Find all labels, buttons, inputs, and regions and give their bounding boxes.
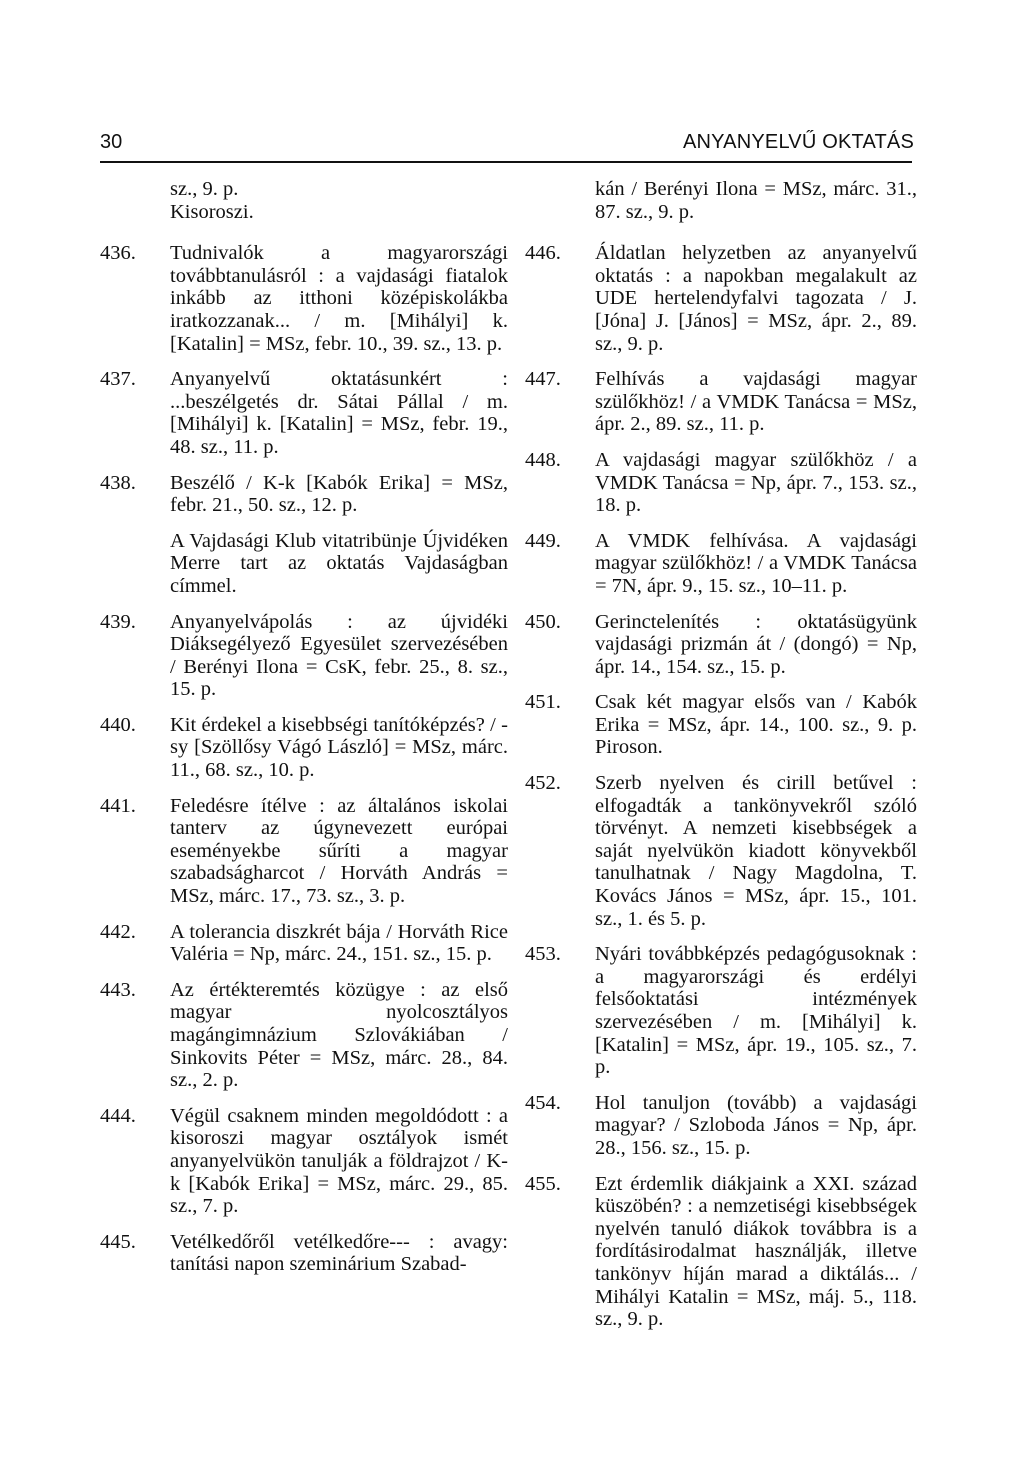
entry-number: 442. [100, 920, 136, 943]
entry-number: 443. [100, 978, 136, 1001]
bib-entry-445 [100, 1231, 508, 1276]
entry-text: Áldatlan helyzetben az anyanyelvű oktatás : a napokban megalakult az UDE hertelendyfalvi tagozata / J. [Jóna] J. [János] = MSz, ápr. 2., 89. sz., 9. p. [595, 242, 917, 355]
entry-text: Hol tanuljon (tovább) a vajdasági magyar? / Szloboda János = Np, ápr. 28., 156. sz., 15. p. [595, 1091, 917, 1159]
right-column [525, 178, 917, 1344]
entry-number: 451. [525, 691, 561, 714]
entry-text: Felhívás a vajdasági magyar szülőkhöz! / a VMDK Tanácsa = MSz, ápr. 2., 89. sz., 11. p. [595, 368, 917, 436]
continuation-text-content: kán / Berényi Ilona = MSz, márc. 31., 87. sz., 9. p. [595, 178, 917, 223]
bib-entry-453 [525, 943, 917, 1079]
bib-entry-450 [525, 611, 917, 679]
entry-text: Gerinctelenítés : oktatásügyünk vajdasági prizmán át / (dongó) = Np, ápr. 14., 154. sz., 15. p. [595, 610, 917, 678]
bib-entry-451 [525, 691, 917, 759]
entry-number: 445. [100, 1230, 136, 1253]
entry-text: Beszélő / K-k [Kabók Erika] = MSz, febr. 21., 50. sz., 12. p. [170, 471, 508, 517]
bib-entry-442 [100, 921, 508, 966]
entry-text: Anyanyelvű oktatásunkért : ...beszélgetés dr. Sátai Pállal / m. [Mihályi] k. [Katalin] = MSz, febr. 19., 48. sz., 11. p. [170, 368, 508, 458]
entry-text: Tudnivalók a magyarországi továbbtanulásról : a vajdasági fiatalok inkább az itthoni középiskolákba iratkozzanak... / m. [Mihályi] k. [Katalin] = MSz, febr. 10., 39. sz., 13. p. [170, 242, 508, 355]
entry-text: A VMDK felhívása. A vajdasági magyar szülőkhöz! / a VMDK Tanácsa = 7N, ápr. 9., 15. sz., 10–11. p. [595, 529, 917, 597]
entry-number: 454. [525, 1091, 561, 1114]
entry-text: Anyanyelvápolás : az újvidéki Diáksegélyező Egyesület szervezésében / Berényi Ilona = CsK, febr. 25., 8. sz., 15. p. [170, 610, 508, 701]
bib-entry-441 [100, 795, 508, 908]
entry-text: Szerb nyelven és cirill betűvel : elfogadták a tankönyvekről szóló törvényt. A nemzeti kisebbségek a saját nyelvükön kiadott könyvekből tanulhatnak / Nagy Magdolna, T. Kovács János = MSz, ápr. 15., 101. sz., 1. és 5. p. [595, 772, 917, 930]
entry-number: 437. [100, 368, 136, 391]
entry-text: Nyári továbbképzés pedagógusoknak : a magyarországi és erdélyi felsőoktatási intézmények szervezésében / m. [Mihályi] k. [Katalin] = MSz, ápr. 19., 105. sz., 7. p. [595, 943, 917, 1079]
bib-entry-440 [100, 714, 508, 782]
entry-number: 452. [525, 772, 561, 795]
entry-text: A vajdasági magyar szülőkhöz / a VMDK Tanácsa = Np, ápr. 7., 153. sz., 18. p. [595, 448, 917, 517]
bib-entry-452 [525, 772, 917, 930]
entry-number: 448. [525, 448, 561, 471]
entry-text: Ezt érdemlik diákjaink a XXI. század küszöbén? : a nemzetiségi kisebbségek nyelvén tanuló diákok továbbra is a fordításirodalmat használják, illetve tankönyv híján marad a diktálás... / Mihályi Katalin = MSz, máj. 5., 118. sz., 9. p. [595, 1172, 917, 1331]
bib-entry-439 [100, 611, 508, 701]
entry-text: Vetélkedőről vetélkedőre--- : avagy: tanítási napon szeminárium Szabad- [170, 1230, 508, 1276]
entry-number: 440. [100, 713, 136, 736]
bib-entry-444 [100, 1105, 508, 1218]
header-rule [100, 161, 912, 163]
bib-entry-443 [100, 979, 508, 1092]
entry-number: 441. [100, 794, 136, 817]
running-head: ANYANYELVŰ OKTATÁS [682, 131, 914, 153]
bib-entry-448 [525, 449, 917, 517]
entry-number: 438. [100, 471, 136, 494]
bib-entry-436 [100, 242, 508, 355]
bib-entry-447 [525, 368, 917, 436]
entry-number: 450. [525, 610, 561, 633]
entry-number: 446. [525, 242, 561, 265]
entry-text: Feledésre ítélve : az általános iskolai tanterv az úgynevezett európai eseményekbe sűríti a magyar szabadságharcot / Horváth András = MSz, márc. 17., 73. sz., 3. p. [170, 794, 508, 908]
continuation-text [525, 178, 917, 223]
entry-text: Az értékteremtés közügye : az első magyar nyolcosztályos magángimnázium Szlovákiában / Sinkovits Péter = MSz, márc. 28., 84. sz., 2. p. [170, 978, 508, 1092]
entry-number: 455. [525, 1172, 561, 1195]
entry-number: 439. [100, 610, 136, 633]
entry-number: 449. [525, 529, 561, 552]
continuation-text-content: sz., 9. p. Kisoroszi. [170, 178, 254, 223]
entry-number: 447. [525, 368, 561, 391]
entry-number: 444. [100, 1104, 136, 1127]
bib-entry-454 [525, 1092, 917, 1160]
entry-number: 453. [525, 943, 561, 966]
entry-text: A tolerancia diszkrét bája / Horváth Rice Valéria = Np, márc. 24., 151. sz., 15. p. [170, 920, 508, 966]
entry-text: Csak két magyar elsős van / Kabók Erika = MSz, ápr. 14., 100. sz., 9. p. Piroson. [595, 691, 917, 759]
page-number: 30 [100, 131, 123, 153]
left-column [100, 178, 508, 1289]
bib-entry-449 [525, 530, 917, 598]
bib-entry-437 [100, 368, 508, 458]
entry-note-text: A Vajdasági Klub vitatribünje Újvidéken Merre tart az oktatás Vajdaságban címmel. [170, 529, 508, 597]
bib-entry-446 [525, 242, 917, 355]
entry-number: 436. [100, 242, 136, 265]
entry-text: Végül csaknem minden megoldódott : a kisoroszi magyar osztályok ismét anyanyelvükön tanulják a földrajzot / K-k [Kabók Erika] = MSz, márc. 29., 85. sz., 7. p. [170, 1104, 508, 1218]
bib-entry-438 [100, 472, 508, 517]
entry-text: Kit érdekel a kisebbségi tanítóképzés? / -sy [Szöllősy Vágó László] = MSz, márc. 11., 68. sz., 10. p. [170, 713, 508, 782]
bib-entry-455 [525, 1173, 917, 1331]
bib-entry-note [100, 530, 508, 598]
continuation-text [100, 178, 508, 223]
